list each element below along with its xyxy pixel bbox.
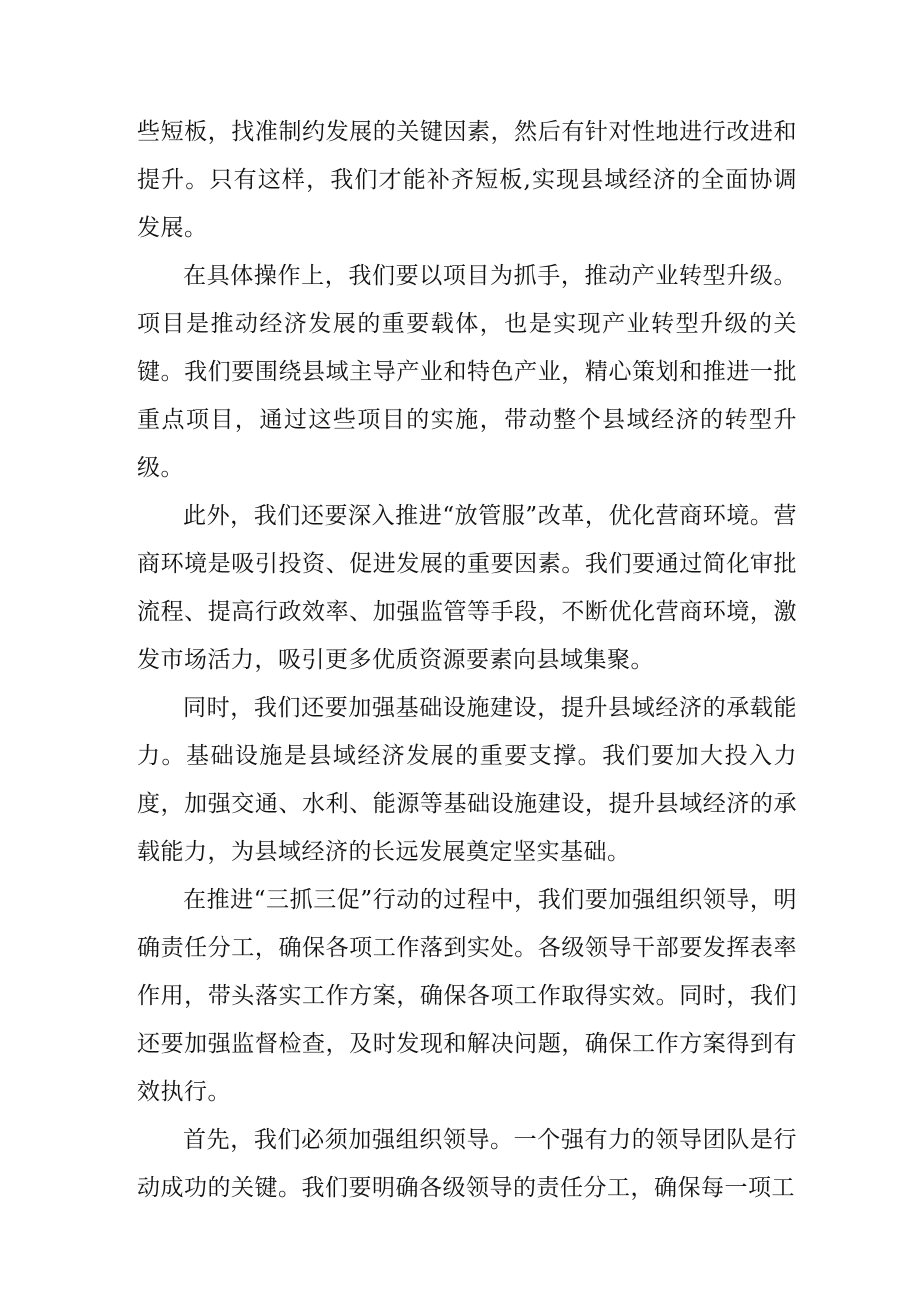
body-text — [137, 108, 797, 1212]
paragraph-5: 在推进“三抓三促”行动的过程中，我们要加强组织领导，明确责任分工，确保各项工作落到实处。各级领导干部要发挥表率作用，带头落实工作方案，确保各项工作取得实效。同时，我们还要加强监督检查，及时发现和解决问题，确保工作方案得到有效执行。 — [137, 887, 797, 1105]
paragraph-1: 些短板，找准制约发展的关键因素，然后有针对性地进行改进和提升。只有这样，我们才能补齐短板,实现县域经济的全面协调发展。 — [137, 119, 797, 241]
paragraph-6: 首先，我们必须加强组织领导。一个强有力的领导团队是行动成功的关键。我们要明确各级领导的责任分工，确保每一项工 — [137, 1127, 797, 1201]
paragraph-4: 同时，我们还要加强基础设施建设，提升县域经济的承载能力。基础设施是县域经济发展的重要支撑。我们要加大投入力度，加强交通、水利、能源等基础设施建设，提升县域经济的承载能力，为县域经济的长远发展奠定坚实基础。 — [137, 695, 797, 865]
paragraph-3: 此外，我们还要深入推进“放管服”改革，优化营商环境。营商环境是吸引投资、促进发展的重要因素。我们要通过简化审批流程、提高行政效率、加强监管等手段，不断优化营商环境，激发市场活力，吸引更多优质资源要素向县域集聚。 — [137, 503, 797, 673]
paragraph-2: 在具体操作上，我们要以项目为抓手，推动产业转型升级。项目是推动经济发展的重要载体，也是实现产业转型升级的关键。我们要围绕县域主导产业和特色产业，精心策划和推进一批重点项目，通过这些项目的实施，带动整个县域经济的转型升级。 — [137, 263, 797, 481]
